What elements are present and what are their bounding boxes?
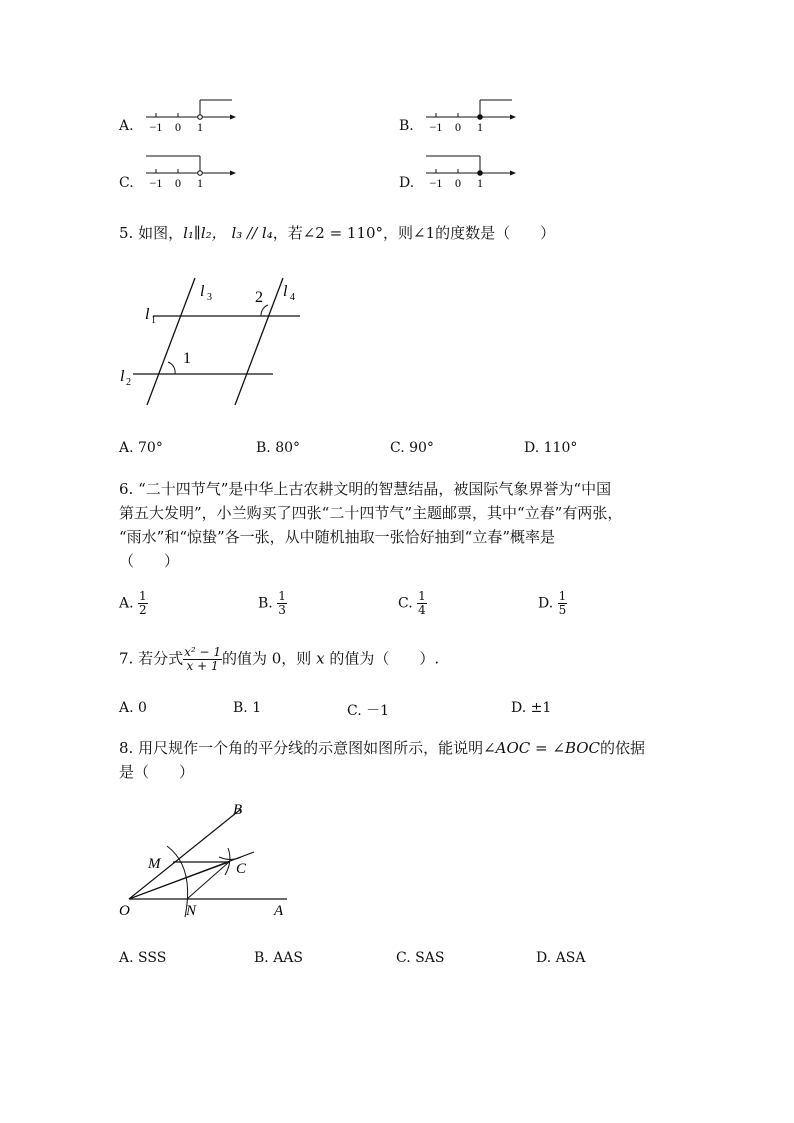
q6-option-c-letter: C. [398,595,413,612]
q5-label-l4-sub: 4 [290,292,295,303]
q5-label-angle2: 2 [255,289,263,306]
q5-option-c: C. 90° [390,440,434,456]
q6-option-c [398,590,427,617]
q8-option-d: D. ASA [536,950,586,966]
q6-option-b [258,590,287,617]
q5-label-l1: l [145,306,150,323]
q5-condition-2: l₃ // l₄ [231,224,273,242]
q4-d-tick-neg1: −1 [429,176,443,190]
q4-option-c-number-line [140,151,240,191]
q5-option-d: D. 110° [524,440,578,456]
q4-c-tick-1: 1 [197,176,203,190]
q8-stem-line-2: 是（ ） [119,763,195,781]
q6-option-a-letter: A. [119,595,134,612]
q8-option-a: A. SSS [119,950,167,966]
q6-option-a [119,590,148,617]
q5-option-b: B. 80° [256,440,301,456]
q5-label-angle1: 1 [183,350,191,367]
q8-label-B: B [233,802,243,818]
q4-option-b-number-line [420,95,520,135]
q4-option-b-letter: B. [399,118,414,134]
q7-denominator: x + 1 [186,659,219,673]
q6-line-2: 第五大发明”，小兰购买了四张“二十四节气”主题邮票，其中“立春”有两张， [119,504,623,522]
q4-d-tick-0: 0 [455,176,461,190]
q4-d-tick-1: 1 [477,176,483,190]
q5-option-a: A. 70° [119,440,163,456]
q7-numerator: x² − 1 [184,645,221,659]
q7-option-b: B. 1 [233,700,262,716]
q4-option-a-letter: A. [119,118,134,134]
q5-prefix: 5. 如图， [119,224,184,242]
q5-condition-1: l₁∥l₂， [183,224,227,242]
q8-option-b: B. AAS [254,950,303,966]
q8-label-A: A [274,903,284,919]
q5-stem [119,222,555,243]
q7-option-c: C. －1 [347,703,390,719]
q5-label-l2: l [120,368,125,385]
q4-a-tick-neg1: −1 [149,120,163,134]
q7-variable: x [316,649,325,668]
q6-option-c-fraction: $\frac{1}{4}$ [418,589,426,617]
q4-c-tick-0: 0 [175,176,181,190]
q8-label-O: O [119,903,130,919]
q7-mid: 的值为 0，则 [222,649,317,668]
q7-option-a: A. 0 [119,700,147,716]
q8-option-c: C. SAS [396,950,445,966]
q4-option-c-letter: C. [119,175,134,191]
q8-suffix: 的依据 [600,739,646,757]
q5-figure [115,275,315,415]
q8-label-M: M [148,856,161,872]
q5-question: ，若∠2 = 110°，则∠1的度数是（ ） [272,224,556,242]
q4-c-tick-neg1: −1 [149,176,163,190]
q7-prefix: 7. 若分式 [119,649,184,668]
q4-option-d-letter: D. [399,175,415,191]
q6-line-3: “雨水”和“惊蛰”各一张，从中随机抽取一张恰好抽到“立春”概率是 [119,528,556,546]
q8-label-C: C [236,861,247,877]
q4-b-tick-0: 0 [455,120,461,134]
q6-option-b-letter: B. [258,595,273,612]
q8-figure [115,795,305,925]
q7-fraction [183,646,222,673]
q5-label-l3-sub: 3 [207,292,212,303]
q6-option-d [538,590,567,617]
q4-a-tick-1: 1 [197,120,203,134]
q5-label-l3: l [200,283,205,300]
q4-a-tick-0: 0 [175,120,181,134]
q7-suffix: 的值为（ ）. [324,649,440,668]
q6-line-1: 6. “二十四节气”是中华上古农耕文明的智慧结晶，被国际气象界誉为“中国 [119,480,612,498]
q6-line-4: （ ） [119,552,180,570]
q7-stem [119,646,439,673]
q5-label-l1-sub: 1 [151,315,156,326]
q5-label-l4: l [283,283,288,300]
q8-label-N: N [186,903,197,919]
q7-option-d: D. ±1 [511,700,552,716]
q6-option-d-fraction: $\frac{1}{5}$ [558,589,567,617]
q6-option-a-fraction: $\frac{1}{2}$ [139,589,147,617]
q8-prefix: 8. 用尺规作一个角的平分线的示意图如图所示，能说明 [119,739,484,757]
q4-b-tick-1: 1 [477,120,483,134]
q4-option-d-number-line [420,151,520,191]
q6-option-d-letter: D. [538,595,554,612]
q6-option-b-fraction: $\frac{1}{3}$ [278,589,286,617]
q5-label-l2-sub: 2 [126,377,131,388]
q8-stem-line-1 [119,737,645,758]
q4-option-a-number-line [140,95,240,135]
q8-math: ∠AOC = ∠BOC [483,739,601,757]
q4-b-tick-neg1: −1 [429,120,443,134]
